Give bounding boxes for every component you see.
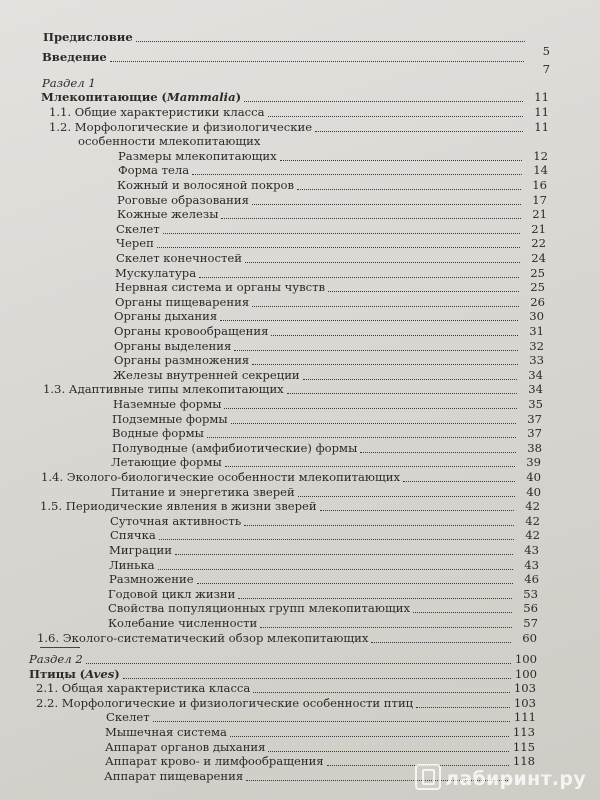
page-number: 60 [522, 630, 537, 645]
page-number: 43 [524, 557, 539, 572]
toc-entry-title: Подземные формы [112, 411, 228, 426]
toc-entry [0, 485, 600, 500]
dot-leader [86, 652, 511, 664]
dot-leader [157, 236, 520, 248]
toc-entry [0, 368, 600, 383]
dot-leader [163, 222, 520, 234]
dot-leader [199, 266, 519, 278]
section-divider [40, 647, 80, 648]
dot-leader [287, 382, 517, 394]
dot-leader [110, 50, 524, 62]
toc-entry-title: Предисловие [43, 30, 133, 44]
dot-leader [268, 105, 523, 117]
toc-entry [0, 616, 600, 631]
page-number: 46 [524, 572, 539, 587]
toc-entry-title: Питание и энергетика зверей [111, 484, 295, 499]
toc-entry-title: Размножение [109, 572, 194, 587]
toc-entry [0, 149, 600, 164]
page-number: 26 [530, 294, 545, 309]
page-number: 100 [514, 652, 537, 666]
page-number: 42 [525, 499, 540, 514]
toc-entry-title: Скелет конечностей [116, 251, 242, 265]
page-number: 22 [531, 236, 546, 251]
toc-entry-title: Скелет [106, 710, 150, 725]
toc-entry [0, 353, 600, 368]
toc-entry [0, 725, 600, 740]
toc-entry [0, 266, 600, 281]
page-number: 25 [530, 265, 545, 280]
toc-entry-title: 1.3. Адаптивные типы млекопитающих [43, 382, 284, 397]
toc-entry-title: Органы пищеварения [115, 294, 250, 309]
toc-entry-title: Суточная активность [110, 513, 242, 528]
toc-entry-title: особенности млекопитающих [78, 134, 261, 149]
section-latin-name: Mammalia [166, 90, 236, 104]
page-number: 53 [523, 586, 538, 601]
dot-leader [159, 528, 514, 540]
labirint-watermark: лабиринт.ру [415, 764, 586, 790]
dot-leader [297, 178, 521, 190]
toc-preface [0, 30, 600, 45]
toc-entry-title: Железы внутренней секреции [113, 367, 300, 382]
dot-leader [315, 120, 523, 132]
toc-entry-title: Аппарат крово- и лимфообращения [105, 754, 324, 769]
page-number: 37 [527, 411, 542, 426]
dot-leader [260, 616, 512, 628]
toc-entry [0, 631, 600, 646]
dot-leader [252, 353, 518, 365]
toc-entry-title: Аппарат пищеварения [104, 768, 244, 783]
toc-entry-title: 1.4. Эколого-биологические особенности млекопитающих [41, 470, 401, 484]
toc-entry-title: Череп [116, 236, 154, 251]
toc-introduction-page [0, 62, 600, 77]
toc-entry [0, 558, 600, 573]
page-number: 42 [525, 528, 540, 543]
toc-entry [0, 236, 600, 251]
page-number: 7 [542, 62, 550, 76]
page-number: 100 [514, 666, 537, 681]
dot-leader [244, 514, 514, 526]
page-number: 12 [533, 148, 548, 163]
page-number: 35 [528, 397, 543, 411]
dot-leader [207, 426, 516, 438]
toc-entry-title: Аппарат органов дыхания [105, 739, 266, 754]
toc-entry [0, 295, 600, 310]
dot-leader [153, 710, 510, 722]
toc-entry-title: 1.6. Эколого-систематический обзор млекопитающих [37, 630, 369, 645]
toc-entry-title: Свойства популяционных групп млекопитающих [108, 601, 410, 616]
section-1-heading [0, 76, 600, 91]
page-number: 34 [528, 382, 543, 397]
toc-entry-title: Кожные железы [117, 207, 219, 222]
page-number: 118 [512, 754, 535, 769]
dot-leader [224, 397, 517, 409]
toc-entry-title: Органы выделения [114, 338, 232, 353]
dot-leader [245, 251, 520, 263]
page-number: 103 [513, 681, 536, 696]
toc-entry [0, 120, 600, 135]
page-number: 11 [534, 90, 549, 104]
toc-entry [0, 105, 600, 120]
toc-entry-title: Форма тела [118, 163, 190, 178]
toc-entry [0, 499, 600, 514]
page-number: 16 [532, 178, 547, 192]
page-number: 103 [513, 695, 536, 710]
dot-leader [403, 470, 515, 482]
toc-entry-title: Нервная система и органы чувств [115, 280, 326, 295]
toc-entry-title: Наземные формы [113, 397, 222, 411]
page-number: 40 [526, 484, 541, 499]
toc-entry [0, 710, 600, 725]
section-latin-name: Aves [85, 666, 115, 681]
toc-entry-title: Водные формы [112, 426, 204, 441]
dot-leader [303, 368, 517, 380]
toc-entry [0, 587, 600, 602]
page-number: 40 [526, 470, 541, 484]
dot-leader [225, 455, 515, 467]
dot-leader [136, 30, 525, 42]
dot-leader [197, 572, 513, 584]
page-number: 25 [530, 280, 545, 295]
toc-entry-title: Колебание численности [108, 616, 258, 630]
page-number: 5 [542, 44, 550, 58]
toc-entry-title: Скелет [116, 221, 160, 236]
toc-entry [0, 601, 600, 616]
dot-leader [271, 324, 518, 336]
toc-entry-title: 1.2. Морфологические и физиологические [49, 119, 313, 134]
toc-entry-title: 2.1. Общая характеристика класса [36, 681, 251, 696]
page-number: 21 [532, 207, 547, 222]
dot-leader [123, 667, 511, 679]
toc-entry [0, 163, 600, 178]
toc-entry [0, 397, 600, 412]
page-number: 57 [523, 616, 538, 630]
toc-entry [0, 470, 600, 485]
toc-entry [0, 193, 600, 208]
toc-entry-title: Годовой цикл жизни [108, 586, 236, 601]
dot-leader [252, 295, 519, 307]
toc-entry [0, 251, 600, 266]
dot-leader [175, 543, 513, 555]
page-number: 42 [525, 513, 540, 528]
dot-leader [371, 631, 511, 643]
page-number: 43 [524, 543, 539, 557]
toc-entry [0, 514, 600, 529]
toc-entry [0, 134, 600, 149]
book-icon [415, 764, 441, 790]
toc-entry-title: Миграции [109, 543, 172, 557]
toc-entry-title: Кожный и волосяной покров [117, 178, 295, 192]
toc-entry-title: Раздел 2 [29, 652, 83, 666]
toc-entry [0, 572, 600, 587]
section-title-text: Птицы [29, 666, 76, 681]
toc-entry-title: Мышечная система [105, 725, 227, 739]
toc-entry [0, 740, 600, 755]
toc-entry-title: Мускулатура [115, 265, 197, 280]
page-number: 31 [529, 324, 544, 338]
page-number: 30 [529, 309, 544, 324]
page-number: 17 [532, 192, 547, 207]
dot-leader [413, 601, 512, 613]
paren-open: ( [79, 666, 86, 681]
toc-entry [0, 681, 600, 696]
dot-leader [221, 207, 521, 219]
toc-entry [0, 455, 600, 470]
section-2-heading [0, 652, 600, 667]
page-number: 56 [523, 601, 538, 616]
dot-leader [280, 149, 522, 161]
dot-leader [360, 441, 516, 453]
toc-entry-title: 1.5. Периодические явления в жизни зверей [40, 499, 317, 514]
toc-entry [0, 441, 600, 456]
paren-close: ) [114, 666, 120, 681]
section-title-text: Млекопитающие [41, 90, 158, 104]
toc-entry-title: 2.2. Морфологические и физиологические особенности птиц [36, 695, 414, 710]
toc-entry-title: Органы кровообращения [114, 324, 269, 338]
toc-entry-title: Роговые образования [117, 192, 249, 207]
page-number: 115 [512, 739, 535, 754]
page-number: 11 [534, 105, 549, 119]
toc-entry-title: Раздел 1 [42, 76, 96, 90]
toc-entry-title: Размеры млекопитающих [118, 148, 277, 163]
toc-entry-title: Органы размножения [114, 353, 250, 368]
dot-leader [416, 696, 510, 708]
page-number: 34 [528, 367, 543, 382]
dot-leader [158, 558, 513, 570]
toc-entry [0, 222, 600, 237]
paren-open: ( [161, 90, 167, 104]
toc-entry [0, 280, 600, 295]
toc-entry [0, 696, 600, 711]
toc-entry-title: Введение [42, 50, 107, 64]
page-number: 33 [529, 353, 544, 368]
dot-leader [298, 485, 515, 497]
dot-leader [244, 90, 523, 102]
page-number: 37 [527, 426, 542, 441]
toc-entry [0, 543, 600, 558]
paren-close: ) [235, 90, 242, 104]
toc-entry [0, 528, 600, 543]
dot-leader [320, 499, 514, 511]
page-number: 39 [526, 455, 541, 470]
dot-leader [231, 412, 516, 424]
toc-entry-title: Линька [109, 557, 155, 572]
dot-leader [234, 339, 518, 351]
section-2-title [0, 667, 600, 682]
toc-entry-title: 1.1. Общие характеристики класса [49, 105, 265, 119]
dot-leader [192, 163, 522, 175]
dot-leader [230, 725, 509, 737]
dot-leader [253, 681, 510, 693]
toc-entry-title [41, 90, 241, 105]
page-number: 113 [512, 725, 535, 739]
toc-entry-title [29, 667, 120, 682]
toc-entry [0, 207, 600, 222]
toc-entry-title: Органы дыхания [114, 309, 218, 324]
toc-entry [0, 382, 600, 397]
dot-leader [238, 587, 512, 599]
page-number: 11 [534, 119, 549, 134]
dot-leader [328, 280, 519, 292]
dot-leader [220, 309, 518, 321]
page-number: 32 [529, 338, 544, 353]
toc-entry-title: Летающие формы [111, 455, 222, 470]
toc-entry [0, 339, 600, 354]
page-number: 24 [531, 251, 546, 265]
dot-leader [252, 193, 521, 205]
toc-entry [0, 426, 600, 441]
page-number: 111 [513, 710, 536, 725]
page-number: 14 [533, 163, 548, 178]
toc-entry-title: Полуводные (амфибиотические) формы [112, 440, 358, 455]
toc-entry [0, 309, 600, 324]
section-1-title [0, 90, 600, 105]
page-number: 21 [531, 221, 546, 236]
toc-entry [0, 412, 600, 427]
toc-entry [0, 324, 600, 339]
dot-leader [268, 740, 509, 752]
toc-entry [0, 178, 600, 193]
toc-entry-title: Спячка [110, 528, 156, 543]
page-number: 38 [527, 440, 542, 455]
